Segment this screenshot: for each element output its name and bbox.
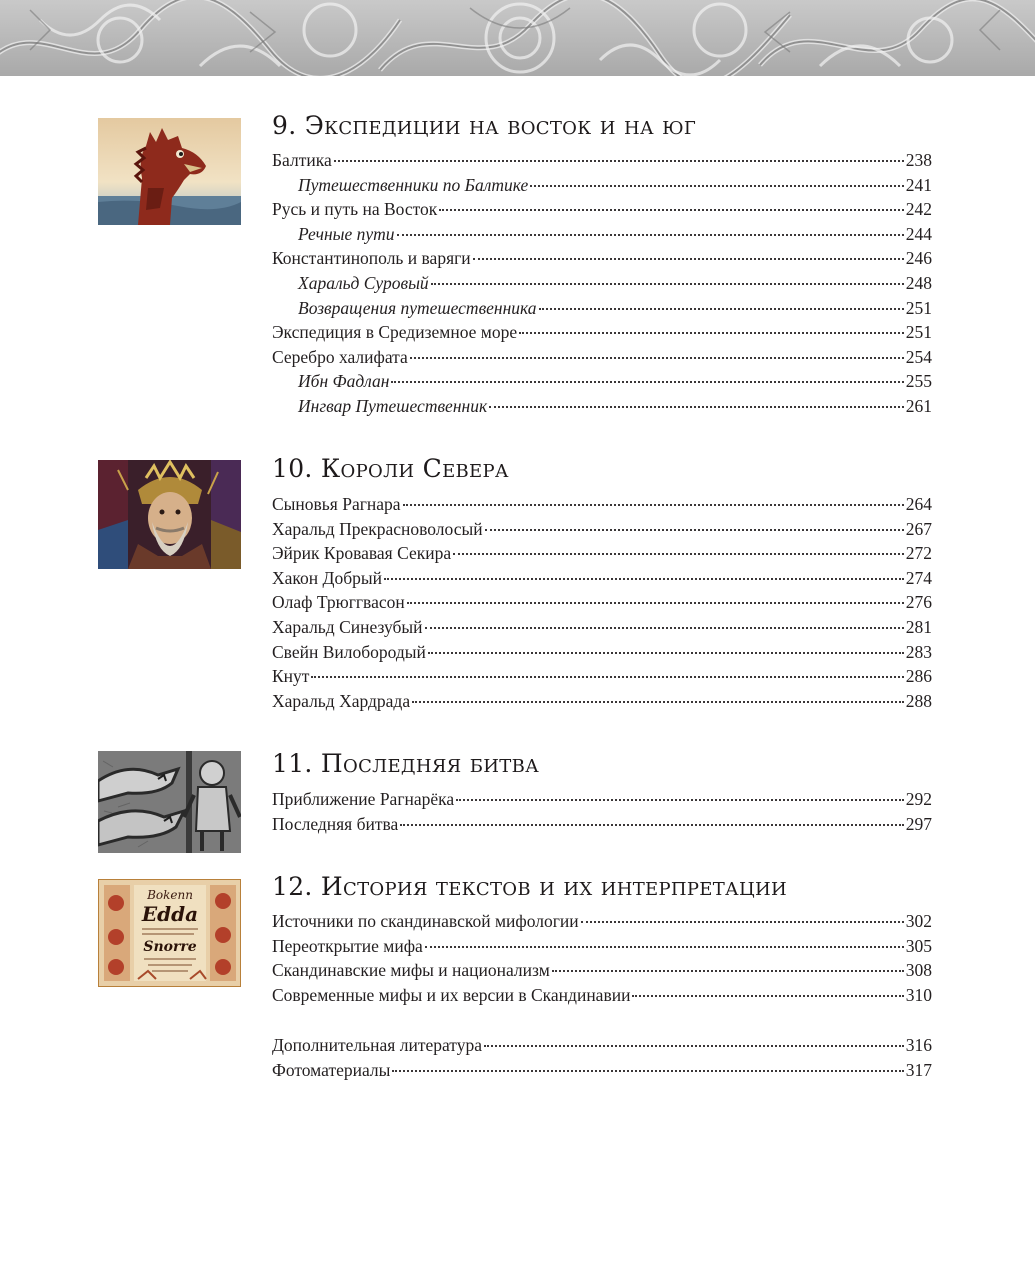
toc-entry[interactable] xyxy=(272,320,932,345)
toc-page-number: 281 xyxy=(905,616,932,637)
dot-leader xyxy=(519,332,904,334)
toc-entry-text: Свейн Вилобородый xyxy=(272,641,426,662)
carved-stone-wolf-relief xyxy=(98,751,241,853)
toc-page-number: 272 xyxy=(905,543,932,564)
toc-entry-text: Последняя битва xyxy=(272,813,399,834)
toc-entry-text: Возвращения путешественника xyxy=(298,297,537,318)
dot-leader xyxy=(539,308,904,310)
toc-entry[interactable] xyxy=(272,640,932,665)
toc-entry[interactable] xyxy=(272,664,932,689)
toc-entry[interactable] xyxy=(272,345,932,370)
toc-entry[interactable] xyxy=(272,566,932,591)
toc-entry-text: Харальд Синезубый xyxy=(272,616,423,637)
dot-leader xyxy=(425,627,904,629)
dot-leader xyxy=(485,529,904,531)
toc-page-number: 276 xyxy=(905,592,932,613)
king-portrait-icon xyxy=(98,460,241,569)
toc-entry-text: Харальд Хардрада xyxy=(272,690,411,711)
toc-entry[interactable] xyxy=(272,197,932,222)
toc-entry-text: Харальд Суровый xyxy=(298,272,429,293)
toc-page-number: 242 xyxy=(905,199,932,220)
dot-leader xyxy=(425,946,904,948)
toc-page-number: 255 xyxy=(905,371,932,392)
toc-page-number: 254 xyxy=(905,346,932,367)
dot-leader xyxy=(384,578,904,580)
wolf-relief-icon xyxy=(98,751,241,853)
toc-entry[interactable] xyxy=(272,1058,932,1083)
toc-entry[interactable] xyxy=(272,492,932,517)
dot-leader xyxy=(391,381,903,383)
toc-page-number: 288 xyxy=(905,690,932,711)
toc-entry[interactable] xyxy=(272,909,932,934)
toc-entry-list xyxy=(272,492,932,713)
toc-page-number: 246 xyxy=(905,248,932,269)
toc-page-number: 286 xyxy=(905,666,932,687)
toc-page-number: 264 xyxy=(905,494,932,514)
dot-leader xyxy=(453,553,904,555)
toc-page-number: 238 xyxy=(905,150,932,170)
dot-leader xyxy=(489,406,904,408)
toc-entry-text: Речные пути xyxy=(298,223,395,244)
toc-page-number: 248 xyxy=(905,272,932,293)
dot-leader xyxy=(407,602,904,604)
dot-leader xyxy=(397,234,904,236)
toc-page-number: 305 xyxy=(905,935,932,956)
chapter-title: 12. История текстов и их интерпретации xyxy=(272,872,787,901)
manuscript-title-text: Edda xyxy=(141,902,199,926)
toc-entry[interactable] xyxy=(272,615,932,640)
toc-entry-list xyxy=(272,787,932,836)
toc-entry-text: Скандинавские мифы и национализм xyxy=(272,960,550,981)
toc-entry-text: Ибн Фадлан xyxy=(298,371,390,392)
dot-leader xyxy=(400,824,903,826)
toc-entry[interactable] xyxy=(272,958,932,983)
dot-leader xyxy=(632,995,903,997)
toc-entry-text: Фотоматериалы xyxy=(272,1059,391,1080)
dragon-head-prow-illustration xyxy=(98,118,241,225)
toc-page-number: 302 xyxy=(905,911,932,931)
dot-leader xyxy=(530,185,904,187)
toc-entry[interactable] xyxy=(272,787,932,812)
dot-leader xyxy=(410,357,904,359)
toc-subentry[interactable] xyxy=(272,394,932,419)
toc-entry-text: Балтика xyxy=(272,150,332,170)
crowned-king-stained-glass xyxy=(98,460,241,569)
chapter-title: 10. Короли Севера xyxy=(272,454,509,483)
toc-entry-text: Серебро халифата xyxy=(272,346,408,367)
toc-entry-text: Путешественники по Балтике xyxy=(298,174,529,195)
toc-entry-text: Эйрик Кровавая Секира xyxy=(272,543,452,564)
toc-page-number: 251 xyxy=(905,297,932,318)
dot-leader xyxy=(412,701,904,703)
toc-entry-text: Приближение Рагнарёка xyxy=(272,789,455,809)
toc-entry-text: Хакон Добрый xyxy=(272,567,382,588)
dot-leader xyxy=(552,970,904,972)
toc-entry[interactable] xyxy=(272,1033,932,1058)
toc-entry-text: Харальд Прекрасноволосый xyxy=(272,518,483,539)
dragon-head-icon xyxy=(98,118,241,225)
toc-subentry[interactable] xyxy=(272,296,932,321)
toc-entry[interactable] xyxy=(272,812,932,837)
manuscript-subtitle-text: Snorre xyxy=(143,939,197,955)
toc-page-number: 308 xyxy=(905,960,932,981)
toc-subentry[interactable] xyxy=(272,222,932,247)
toc-entry[interactable] xyxy=(272,246,932,271)
toc-page-number: 297 xyxy=(905,813,932,834)
toc-page-number: 261 xyxy=(905,395,932,416)
svg-text:Bokenn: Bokenn xyxy=(147,888,193,902)
toc-entry-list xyxy=(272,1033,932,1082)
toc-entry-text: Ингвар Путешественник xyxy=(298,395,488,416)
toc-entry[interactable] xyxy=(272,934,932,959)
toc-subentry[interactable] xyxy=(272,173,932,198)
toc-page-number: 274 xyxy=(905,567,932,588)
knotwork-pattern-icon xyxy=(0,0,1035,76)
toc-page-number: 241 xyxy=(905,174,932,195)
toc-entry-text: Современные мифы и их версии в Скандинавии xyxy=(272,984,631,1005)
toc-page-number: 316 xyxy=(905,1035,932,1055)
toc-page-number: 267 xyxy=(905,518,932,539)
toc-page-number: 292 xyxy=(905,789,932,809)
toc-entry[interactable] xyxy=(272,590,932,615)
toc-subentry[interactable] xyxy=(272,369,932,394)
toc-page-number: 317 xyxy=(905,1059,932,1080)
toc-subentry[interactable] xyxy=(272,271,932,296)
toc-page-number: 244 xyxy=(905,223,932,244)
dot-leader xyxy=(334,160,904,162)
dot-leader xyxy=(473,258,904,260)
toc-entry[interactable] xyxy=(272,541,932,566)
toc-entry-text: Источники по скандинавской мифологии xyxy=(272,911,579,931)
toc-entry-text: Олаф Трюггвасон xyxy=(272,592,405,613)
dot-leader xyxy=(484,1045,904,1047)
edda-manuscript-title-page xyxy=(98,879,241,987)
toc-page-number: 251 xyxy=(905,322,932,343)
toc-entry-text: Дополнительная литература xyxy=(272,1035,482,1055)
toc-entry[interactable] xyxy=(272,983,932,1008)
toc-entry-text: Сыновья Рагнара xyxy=(272,494,401,514)
dot-leader xyxy=(439,209,903,211)
toc-entry-list xyxy=(272,148,932,419)
toc-entry-list xyxy=(272,909,932,1007)
toc-page-number: 310 xyxy=(905,984,932,1005)
dot-leader xyxy=(403,504,904,506)
toc-entry[interactable] xyxy=(272,517,932,542)
chapter-title: 9. Экспедиции на восток и на юг xyxy=(272,111,697,140)
manuscript-icon xyxy=(98,879,241,987)
toc-page-number: 283 xyxy=(905,641,932,662)
dot-leader xyxy=(431,283,904,285)
toc-entry[interactable] xyxy=(272,689,932,714)
toc-entry-text: Переоткрытие мифа xyxy=(272,935,423,956)
ornamental-knotwork-banner xyxy=(0,0,1035,76)
dot-leader xyxy=(428,652,904,654)
dot-leader xyxy=(456,799,904,801)
dot-leader xyxy=(311,676,903,678)
toc-entry-text: Константинополь и варяги xyxy=(272,248,471,269)
toc-entry-text: Экспедиция в Средиземное море xyxy=(272,322,518,343)
toc-entry-text: Кнут xyxy=(272,666,310,687)
toc-entry-text: Русь и путь на Восток xyxy=(272,199,438,220)
dot-leader xyxy=(581,921,904,923)
chapter-title: 11. Последняя битва xyxy=(272,749,540,778)
toc-entry[interactable] xyxy=(272,148,932,173)
dot-leader xyxy=(392,1070,903,1072)
